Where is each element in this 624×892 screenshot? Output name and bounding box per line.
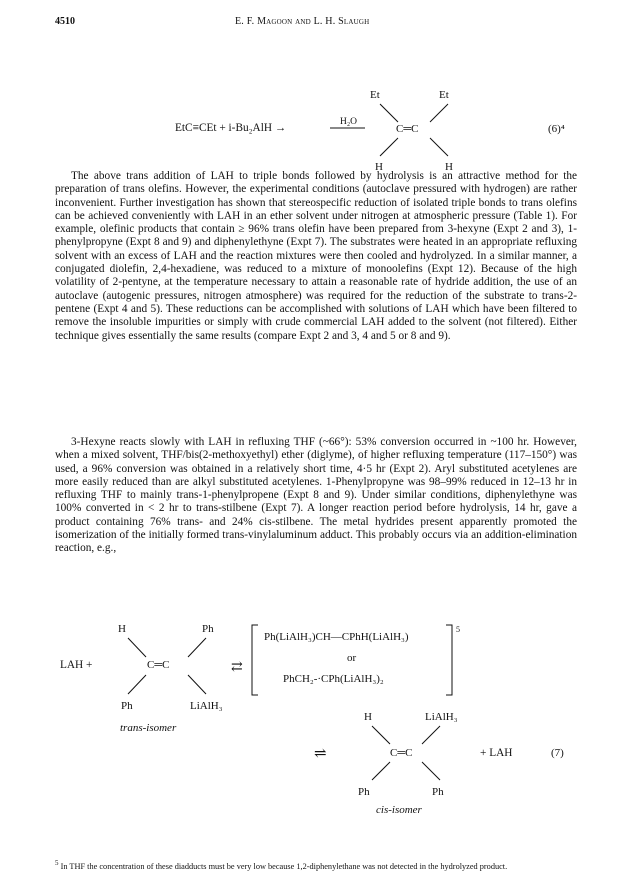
eq7-cis-bond-tr bbox=[422, 726, 440, 744]
footnote-text: In THF the concentration of these diadducts must be very low because 1,2-diphenylethane was not detected in the hydrolyzed product. bbox=[60, 861, 508, 871]
eq6-center: C═C bbox=[396, 123, 419, 135]
eq7-bracket-left bbox=[252, 625, 258, 695]
eq7-cis-bond-br bbox=[422, 762, 440, 780]
eq6-number: (6)⁴ bbox=[548, 123, 565, 135]
eq7-trans-center: C═C bbox=[147, 659, 170, 671]
eq6-arrow-label: H₂O bbox=[340, 117, 358, 127]
eq7-trans-bottom-right: LiAlH₃ bbox=[190, 700, 223, 712]
footnote bbox=[55, 858, 577, 872]
eq7-equilibrium2: ⇌ bbox=[314, 746, 327, 762]
eq7-bracket-right bbox=[446, 625, 452, 695]
eq7-trans-bond-tl bbox=[128, 638, 146, 657]
eq7-cis-bond-tl bbox=[372, 726, 390, 744]
eq6-top-left: Et bbox=[370, 89, 380, 101]
eq7-rhs: + LAH bbox=[480, 747, 513, 759]
paragraph-2: 3-Hexyne reacts slowly with LAH in refluxing THF (~66°): 53% conversion occurred in ~100 hr. However, when a mixed solvent, THF/bis(2-methoxyethyl) ether (diglyme), of higher refluxing temperature (117–150°) was used, a 96% conversion was obtained in a relatively short time, 4·5 hr (Expt 2). Aryl substituted acetylenes are more easily reduced than are alkyl substituted acetylenes. 1-Phenylpropyne was 98–99% reduced in 12–13 hr in refluxing THF to mainly trans-1-phenylpropene (Expt 8 and 9). Under similar conditions, diphenylethyne was 100% converted in < 2 hr to trans-stilbene (Expt 7). A longer reaction period before hydrolysis, 14 hr, gave a product containing 76% trans- and 24% cis-stilbene. The metal hydrides present apparently promoted the isomerization of the initially formed trans-vinylaluminum adduct. This probably occurs via an addition-elimination reaction, e.g., bbox=[55, 436, 577, 555]
eq7-trans-caption: trans-isomer bbox=[120, 722, 177, 734]
equation-7 bbox=[0, 620, 624, 852]
eq6-bond-br bbox=[430, 138, 448, 156]
eq7-cis-center: C═C bbox=[390, 747, 413, 759]
running-authors: E. F. Magoon and L. H. Slaugh bbox=[235, 16, 370, 27]
eq6-bond-bl bbox=[380, 138, 398, 156]
eq7-number: (7) bbox=[551, 747, 564, 759]
eq7-cis-top-left: H bbox=[364, 711, 372, 723]
eq7-trans-top-left: H bbox=[118, 623, 126, 635]
eq7-bracket-or: or bbox=[347, 652, 357, 664]
eq7-cis-top-right: LiAlH₃ bbox=[425, 711, 458, 723]
eq6-bottom-right: H bbox=[445, 161, 453, 172]
eq6-bond-tl bbox=[380, 104, 398, 122]
eq7-trans-top-right: Ph bbox=[202, 623, 214, 635]
eq7-bracket-line1: Ph(LiAlH₃)CH—CPhH(LiAlH₃) bbox=[264, 631, 409, 643]
eq7-trans-bottom-left: Ph bbox=[121, 700, 133, 712]
eq7-lhs: LAH + bbox=[60, 659, 93, 671]
footnote-mark: 5 bbox=[55, 859, 59, 867]
eq7-cis-bottom-right: Ph bbox=[432, 786, 444, 798]
eq7-cis-bond-bl bbox=[372, 762, 390, 780]
eq6-lhs: EtC≡CEt + i-Bu₂AlH → bbox=[175, 122, 287, 134]
eq6-top-right: Et bbox=[439, 89, 449, 101]
eq7-cis-caption: cis-isomer bbox=[376, 804, 422, 816]
eq7-trans-bond-tr bbox=[188, 638, 206, 657]
running-header bbox=[55, 16, 564, 30]
eq6-bond-tr bbox=[430, 104, 448, 122]
eq7-trans-bond-br bbox=[188, 675, 206, 694]
eq7-bracket-sup: 5 bbox=[456, 625, 460, 634]
eq7-equilibrium: ⇄ bbox=[231, 660, 243, 675]
page-number: 4510 bbox=[55, 16, 75, 27]
paragraph-1: The above trans addition of LAH to triple bonds followed by hydrolysis is an attractive method for the preparation of trans olefins. However, the experimental conditions (autoclave pressured with hydrogen) are rather inconvenient. Further investigation has shown that stereospecific reduction of isolated triple bonds to trans olefins can be achieved conveniently with LAH in an ether solvent under nitrogen at atmospheric pressure (Table 1). For example, olefinic products that contain ≥ 96% trans olefin have been prepared from 3-hexyne (Expt 2 and 3), 1-phenylpropyne (Expt 8 and 9) and diphenylethyne (Expt 7). The substrates were heated in an appropriate refluxing solvent with an excess of LAH and the reaction mixtures were then cooled and hydrolyzed. In a similar manner, a conjugated diolefin, 2,4-hexadiene, was reduced to a mixture of monoolefins (Expt 12). Because of the high volatility of 2-pentyne, at the temperature necessary to attain a reasonable rate of hydride addition, the use of an autoclave (autogenic pressures, nitrogen atmosphere) was required for the reduction of the substrate to trans-2-pentene (Expt 4 and 5). These reductions can be accomplished with solutions of LAH which have been filtered to remove the insoluble impurities or simply with crude commercial LAH added to the solvent (not filtered). Either technique gives essentially the same results (compare Expt 2 and 3, 4 and 5 or 8 and 9). bbox=[55, 170, 577, 342]
eq7-trans-bond-bl bbox=[128, 675, 146, 694]
equation-6 bbox=[0, 80, 624, 172]
eq6-bottom-left: H bbox=[375, 161, 383, 172]
eq7-cis-bottom-left: Ph bbox=[358, 786, 370, 798]
eq7-bracket-line2: PhCH₂-·CPh(LiAlH₃)₂ bbox=[283, 673, 384, 685]
